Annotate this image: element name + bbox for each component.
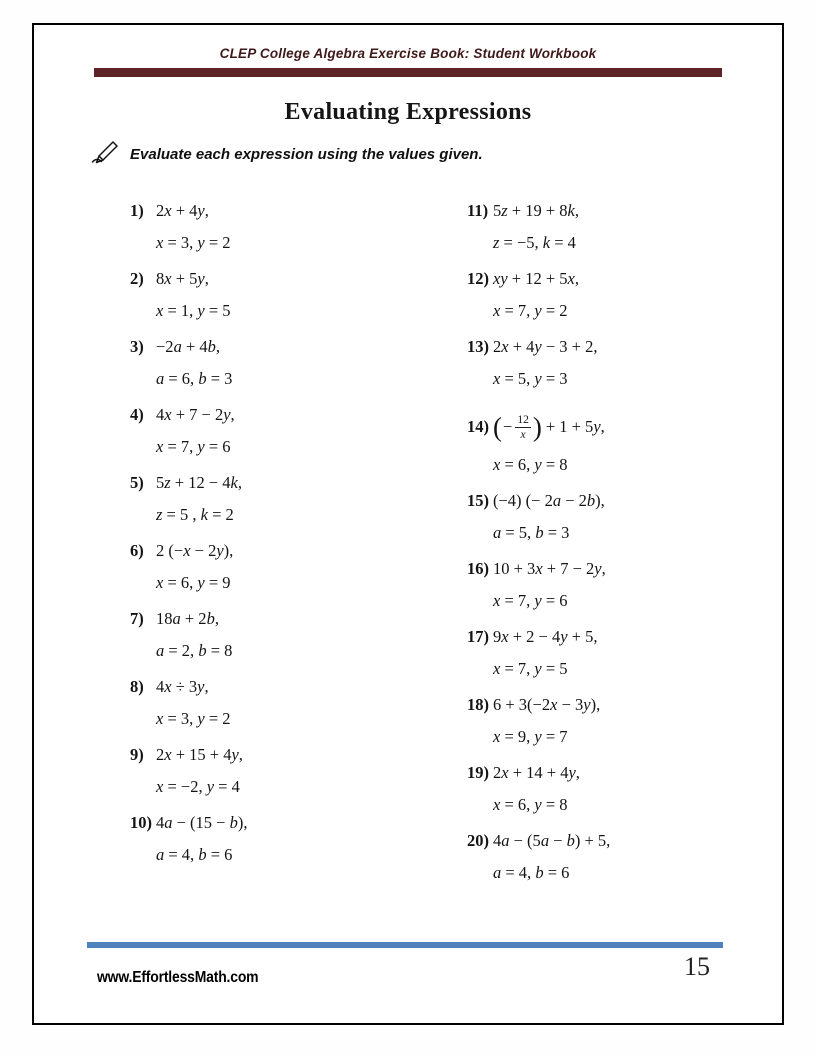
problem-item — [467, 491, 768, 543]
problem-expression: 4a − (15 − b), — [156, 813, 248, 832]
problem-item — [467, 269, 768, 321]
problem-values: x = 7, y = 6 — [156, 437, 231, 456]
problem-values: a = 2, b = 8 — [156, 641, 233, 660]
footer-url: www.EffortlessMath.com — [97, 969, 259, 986]
problem-expression: 18a + 2b, — [156, 609, 219, 628]
problem-item — [467, 337, 768, 389]
problem-values: a = 4, b = 6 — [493, 863, 570, 882]
problem-number: 10) — [130, 813, 152, 832]
footer-rule — [87, 942, 723, 948]
problem-values: x = 1, y = 5 — [156, 301, 231, 320]
problem-number: 15) — [467, 491, 489, 510]
problem-number: 19) — [467, 763, 489, 782]
problem-expression: 4a − (5a − b) + 5, — [493, 831, 611, 850]
problem-item — [467, 201, 768, 253]
problem-number: 7) — [130, 609, 144, 628]
problem-item — [467, 763, 768, 815]
problem-expression: 8x + 5y, — [156, 269, 209, 288]
problem-number: 4) — [130, 405, 144, 424]
problem-expression: 4x + 7 − 2y, — [156, 405, 235, 424]
problems-grid — [130, 201, 768, 899]
problem-expression: 2x + 14 + 4y, — [493, 763, 580, 782]
problem-number: 5) — [130, 473, 144, 492]
fraction-numerator: 12 — [517, 413, 529, 426]
problem-values: a = 4, b = 6 — [156, 845, 233, 864]
problem-number: 9) — [130, 745, 144, 764]
problem-values: x = 7, y = 2 — [493, 301, 568, 320]
problem-number: 12) — [467, 269, 489, 288]
fraction-sign: − — [503, 417, 513, 436]
problem-number: 16) — [467, 559, 489, 578]
problem-number: 20) — [467, 831, 489, 850]
problem-values: a = 6, b = 3 — [156, 369, 233, 388]
problem-item — [130, 337, 467, 389]
problem-expression: 10 + 3x + 7 − 2y, — [493, 559, 606, 578]
open-paren: ( — [493, 411, 502, 442]
page-title: Evaluating Expressions — [284, 99, 532, 125]
problem-number: 1) — [130, 201, 144, 220]
problems-column-left — [130, 201, 467, 899]
problem-expression: 2x + 4y − 3 + 2, — [493, 337, 598, 356]
problem-number: 2) — [130, 269, 144, 288]
problem-expression: xy + 12 + 5x, — [493, 269, 579, 288]
problem-values: x = 6, y = 9 — [156, 573, 231, 592]
problem-values: x = 3, y = 2 — [156, 233, 231, 252]
problem-expression: 5z + 12 − 4k, — [156, 473, 242, 492]
instruction-text: Evaluate each expression using the values given. — [130, 146, 483, 163]
problem-item — [130, 609, 467, 661]
problem-values: x = 3, y = 2 — [156, 709, 231, 728]
close-paren: ) — [532, 411, 542, 442]
problem-item — [130, 473, 467, 525]
problem-values: z = 5 , k = 2 — [156, 505, 234, 524]
problem-number: 18) — [467, 695, 489, 714]
problem-item — [130, 269, 467, 321]
problem-expression: 2 (−x − 2y), — [156, 541, 234, 560]
problem-number: 8) — [130, 677, 144, 696]
fraction-denominator: x — [520, 428, 526, 441]
problem-item — [467, 627, 768, 679]
problems-column-right — [467, 201, 768, 899]
problem-values: x = 7, y = 5 — [493, 659, 568, 678]
fraction — [515, 414, 531, 441]
problem-values: x = 9, y = 7 — [493, 727, 568, 746]
problem-expression: 6 + 3(−2x − 3y), — [493, 695, 601, 714]
problem-expression: −2a + 4b, — [156, 337, 220, 356]
running-header: CLEP College Algebra Exercise Book: Student Workbook — [219, 46, 597, 61]
problem-number: 14) — [467, 417, 489, 436]
page-frame — [32, 23, 784, 1025]
problem-expression: 2x + 15 + 4y, — [156, 745, 243, 764]
problem-item — [130, 745, 467, 797]
problem-number: 13) — [467, 337, 489, 356]
problem-item — [467, 559, 768, 611]
problem-expression: 5z + 19 + 8k, — [493, 201, 579, 220]
problem-values: a = 5, b = 3 — [493, 523, 570, 542]
problem-item — [130, 813, 467, 865]
problem-values: x = 6, y = 8 — [493, 795, 568, 814]
problem-values: x = 7, y = 6 — [493, 591, 568, 610]
problem-number: 3) — [130, 337, 144, 356]
writing-hand-icon — [90, 139, 124, 170]
problem-values: x = −2, y = 4 — [156, 777, 240, 796]
problem-item — [130, 201, 467, 253]
problem-number: 17) — [467, 627, 489, 646]
problem-number: 11) — [467, 201, 489, 220]
problem-item — [130, 541, 467, 593]
header-rule — [94, 68, 722, 77]
problem-values: x = 6, y = 8 — [493, 455, 568, 474]
page-number: 15 — [684, 952, 710, 981]
problem-expression: 2x + 4y, — [156, 201, 209, 220]
instruction-row — [90, 139, 483, 170]
problem-values: x = 5, y = 3 — [493, 369, 568, 388]
expression-rest: + 1 + 5y, — [545, 417, 605, 436]
problem-item-fraction — [467, 405, 768, 475]
problem-item — [130, 405, 467, 457]
problem-expression: (−4) (− 2a − 2b), — [493, 491, 605, 510]
problem-expression: 4x ÷ 3y, — [156, 677, 209, 696]
problem-expression — [493, 411, 605, 442]
problem-item — [130, 677, 467, 729]
problem-number: 6) — [130, 541, 144, 560]
problem-item — [467, 831, 768, 883]
problem-expression: 9x + 2 − 4y + 5, — [493, 627, 598, 646]
problem-values: z = −5, k = 4 — [493, 233, 576, 252]
problem-item — [467, 695, 768, 747]
